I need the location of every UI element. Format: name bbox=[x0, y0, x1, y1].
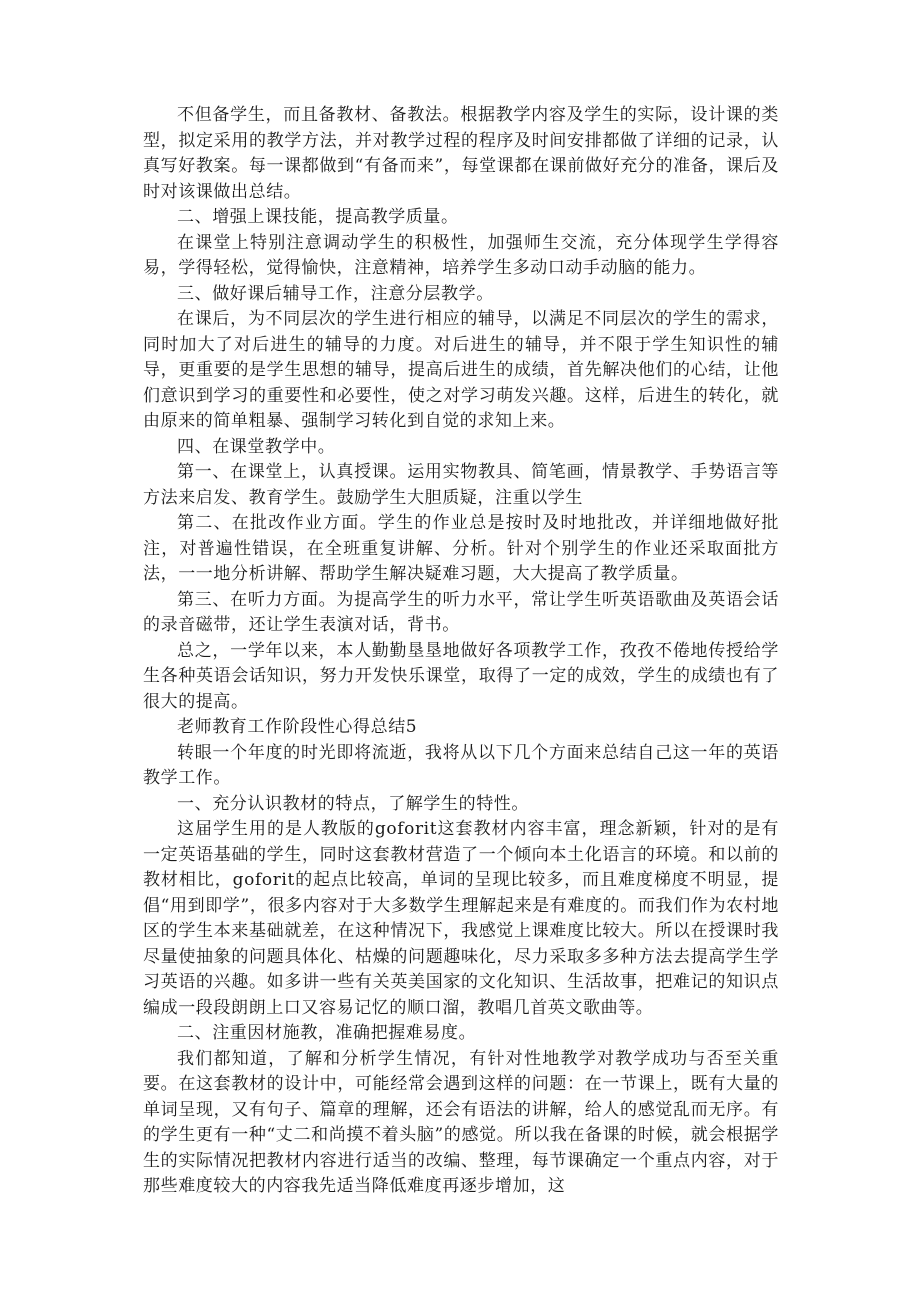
paragraph: 第二、在批改作业方面。学生的作业总是按时及时地批改，并详细地做好批注，对普遍性错误，在全班重复讲解、分析。针对个别学生的作业还采取面批方法，一一地分析讲解、帮助学生解决疑难习题，大大提高了教学质量。 bbox=[143, 513, 779, 584]
paragraph: 第三、在听力方面。为提高学生的听力水平，常让学生听英语歌曲及英语会话的录音磁带，还让学生表演对话，背书。 bbox=[143, 589, 779, 635]
paragraph: 总之，一学年以来，本人勤勤垦垦地做好各项教学工作，孜孜不倦地传授给学生各种英语会话知识，努力开发快乐课堂，取得了一定的成效，学生的成绩也有了很大的提高。 bbox=[143, 640, 779, 712]
paragraph: 在课堂上特别注意调动学生的积极性，加强师生交流，充分体现学生学得容易，学得轻松，觉得愉快，注意精神，培养学生多动口动手动脑的能力。 bbox=[143, 232, 779, 278]
paragraph: 这届学生用的是人教版的goforit这套教材内容丰富，理念新颖，针对的是有一定英语基础的学生，同时这套教材营造了一个倾向本土化语言的环境。和以前的教材相比，goforit的起点比较高，单词的呈现比较多，而且难度梯度不明显，提倡“用到即学”，很多内容对于大多数学生理解起来是有难度的。而我们作为农村地区的学生本来基础就差，在这种情况下，我感觉上课难度比较大。所以在授课时我尽量使抽象的问题具体化、枯燥的问题趣味化，尽力采取多多种方法去提高学生学习英语的兴趣。如多讲一些有关英美国家的文化知识、生活故事，把难记的知识点编成一段段朗朗上口又容易记忆的顺口溜，教唱几首英文歌曲等。 bbox=[143, 819, 779, 1018]
section-heading: 三、做好课后辅导工作，注意分层教学。 bbox=[177, 283, 494, 304]
section-heading: 二、注重因材施教，准确把握难易度。 bbox=[177, 1023, 477, 1043]
paragraph: 我们都知道，了解和分析学生情况，有针对性地教学对教学成功与否至关重要。在这套教材的设计中，可能经常会遇到这样的问题：在一节课上，既有大量的单词呈现，又有句子、篇章的理解，还会有语法的讲解，给人的感觉乱而无序。有的学生更有一种“丈二和尚摸不着头脑”的感觉。所以我在备课的时候，就会根据学生的实际情况把教材内容进行适当的改编、整理，每节课确定一个重点内容，对于那些难度较大的内容我先适当降低难度再逐步增加，这 bbox=[143, 1048, 779, 1196]
section-heading: 二、增强上课技能，提高教学质量。 bbox=[177, 207, 459, 227]
section-heading: 四、在课堂教学中。 bbox=[177, 436, 336, 457]
paragraph: 转眼一个年度的时光即将流逝，我将从以下几个方面来总结自己这一年的英语教学工作。 bbox=[143, 742, 779, 788]
section-heading: 一、充分认识教材的特点，了解学生的特性。 bbox=[177, 793, 529, 814]
article-title: 老师教育工作阶段性心得总结5 bbox=[177, 717, 418, 737]
document-page bbox=[143, 103, 779, 1200]
paragraph: 在课后，为不同层次的学生进行相应的辅导，以满足不同层次的学生的需求，同时加大了对后进生的辅导的力度。对后进生的辅导，并不限于学生知识性的辅导，更重要的是学生思想的辅导，提高后进生的成绩，首先解决他们的心结，让他们意识到学习的重要性和必要性，使之对学习萌发兴趣。这样，后进生的转化，就由原来的简单粗暴、强制学习转化到自觉的求知上来。 bbox=[143, 309, 779, 431]
paragraph: 第一、在课堂上，认真授课。运用实物教具、简笔画，情景教学、手势语言等方法来启发、教育学生。鼓励学生大胆质疑，注重以学生 bbox=[143, 462, 779, 508]
paragraph: 不但备学生，而且备教材、备教法。根据教学内容及学生的实际，设计课的类型，拟定采用的教学方法，并对教学过程的程序及时间安排都做了详细的记录，认真写好教案。每一课都做到“有备而来”，每堂课都在课前做好充分的准备，课后及时对该课做出总结。 bbox=[143, 105, 779, 202]
